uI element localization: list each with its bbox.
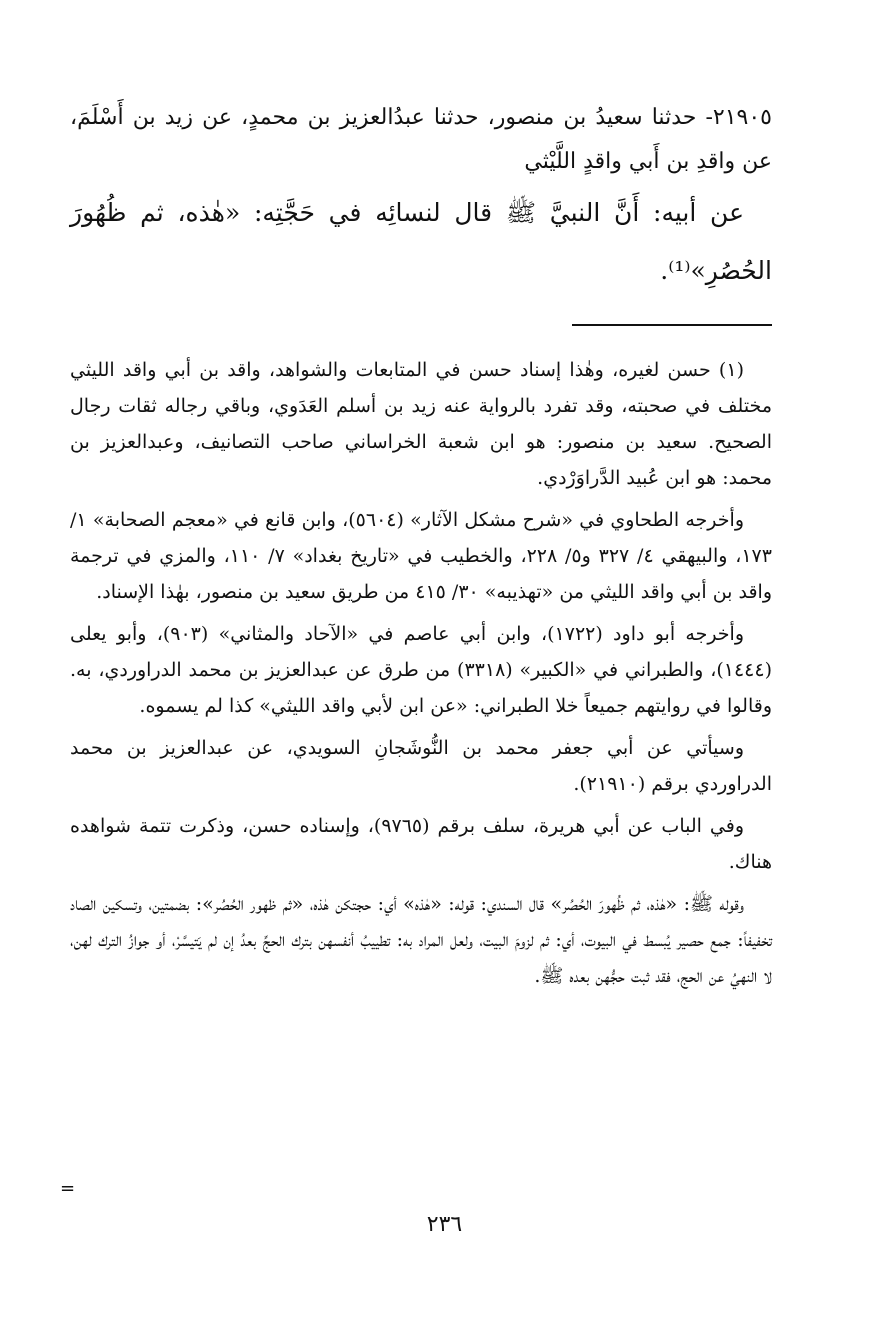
footnote-paragraph: وفي الباب عن أبي هريرة، سلف برقم (٩٧٦٥)، وإسناده حسن، وذكرت تتمة شواهده هناك. <box>70 815 772 873</box>
footnotes <box>70 352 772 994</box>
page-number: ٢٣٦ <box>426 1212 463 1237</box>
footnote-paragraph: وأخرجه الطحاوي في «شرح مشكل الآثار» (٥٦٠٤)، وابن قانع في «معجم الصحابة» ١/ ١٧٣، والبيهقي ٤/ ٣٢٧ و٥/ ٢٢٨، والخطيب في «تاريخ بغداد» ٧/ ١١٠، والمزي في ترجمة واقد بن أبي واقد الليثي من «تهذيبه» ٣٠/ ٤١٥ من طريق سعيد بن منصور، بهٰذا الإسناد. <box>70 509 772 603</box>
footnote-paragraph: وقوله ﷺ: «هٰذه، ثم ظُهورَ الحُصُر» قال السندي: قوله: «هٰذه» أي: حجتكن هٰذه، «ثم ظهور الحُصُر»: بضمتين، وتسكين الصاد تخفيفاً: جمع حصير يُبسط في البيوت، أي: ثم لزومَ البيت، ولعل المراد به: تطييبُ أنفسهن بترك الحجِّ بعدُ إن لم يَتيسَّرْ، أو جوازُ الترك لهن، لا النهيُ عن الحج، فقد ثبت حجُّهن بعده ﷺ. <box>70 893 772 987</box>
continuation-mark: = <box>60 1178 76 1199</box>
hadith-isnad: ٢١٩٠٥- حدثنا سعيدُ بن منصور، حدثنا عبدُالعزيز بن محمدٍ، عن زيد بن أَسْلَمَ، عن واقدِ بن أَبي واقدٍ اللَّيْثي <box>70 105 772 174</box>
footnote-paragraph: وأخرجه أبو داود (١٧٢٢)، وابن أبي عاصم في «الآحاد والمثاني» (٩٠٣)، وأبو يعلى (١٤٤٤)، والطبراني في «الكبير» (٣٣١٨) من طرق عن عبدالعزيز بن محمد الدراوردي، به. وقالوا في روايتهم جميعاً خلا الطبراني: «عن ابن لأبي واقد الليثي» كذا لم يسموه. <box>70 623 772 717</box>
page-body <box>70 96 772 1000</box>
footnote-paragraph: (١) حسن لغيره، وهٰذا إسناد حسن في المتابعات والشواهد، واقد بن أبي واقد الليثي مختلف في صحبته، وقد تفرد بالرواية عنه زيد بن أسلم العَدَوي، وباقي رجاله ثقات رجال الصحيح. سعيد بن منصور: هو ابن شعبة الخراساني صاحب التصانيف، وعبدالعزيز بن محمد: هو ابن عُبيد الدَّراوَرْدي. <box>70 359 772 489</box>
hadith-matn: عن أبيه: أَنَّ النبيَّ ﷺ قال لنسائِه في حَجَّتِه: «هٰذه، ثم ظُهُورَ الحُصُرِ»⁽¹⁾. <box>70 198 772 285</box>
footnote-divider <box>572 324 772 326</box>
footnote-paragraph: وسيأتي عن أبي جعفر محمد بن النُّوشَجانِ السويدي، عن عبدالعزيز بن محمد الدراوردي برقم (٢١٩١٠). <box>70 737 772 795</box>
